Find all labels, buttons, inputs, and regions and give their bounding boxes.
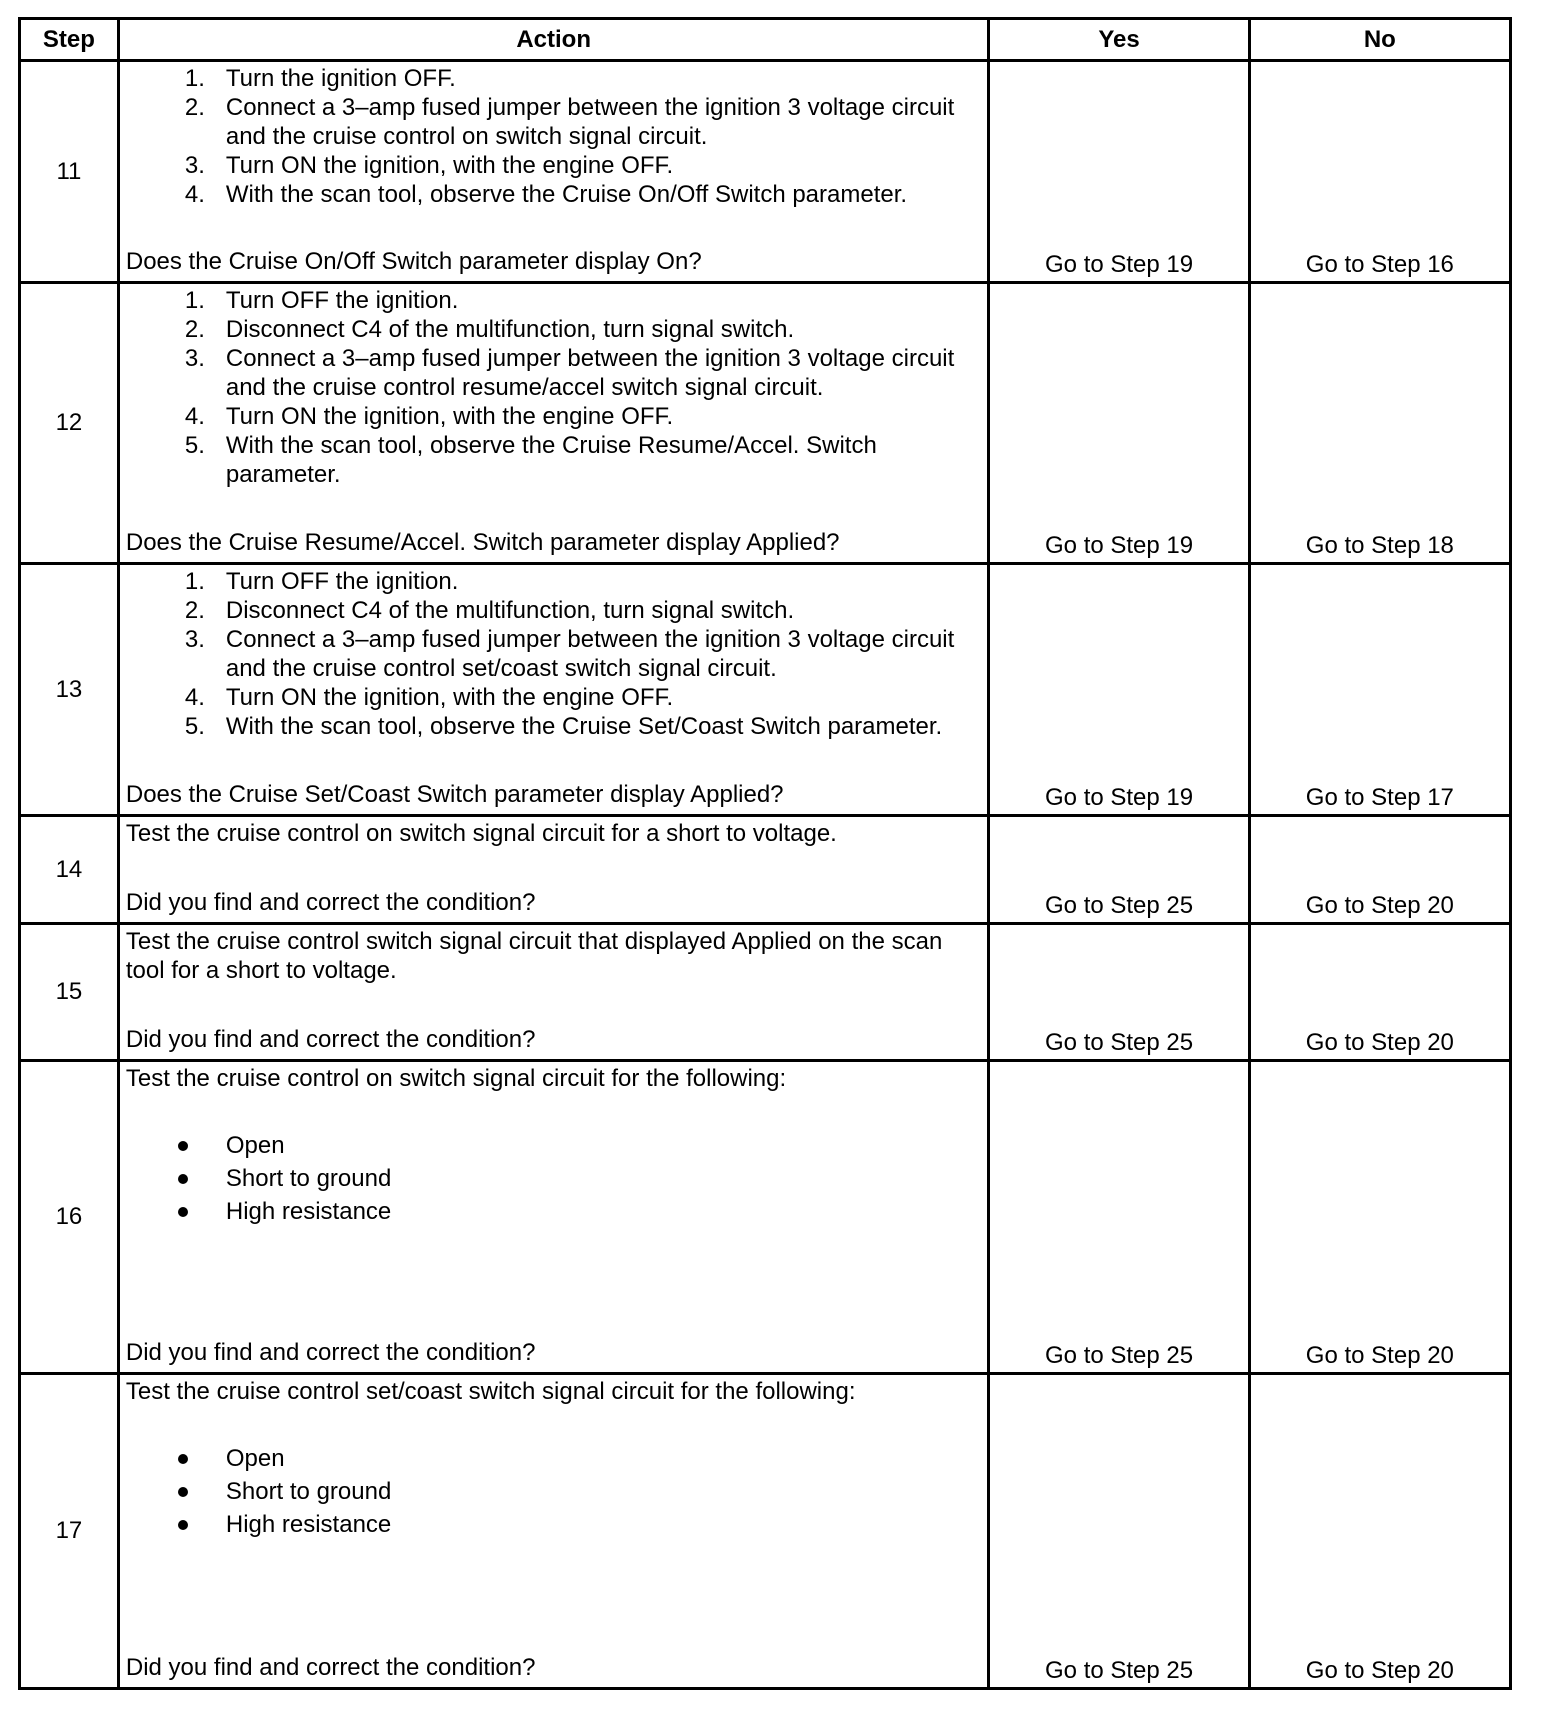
header-no: No — [1249, 19, 1510, 61]
list-item: 4. Turn ON the ignition, with the engine OFF. — [184, 684, 674, 711]
list-item: 3. Connect a 3–amp fused jumper between the ignition 3 voltage circuit and the cruise control resume/accel switch signal circuit. — [184, 345, 955, 401]
condition-list — [126, 1442, 982, 1541]
list-item: Open — [126, 1442, 982, 1475]
action-cell — [118, 564, 989, 816]
list-item: Short to ground — [126, 1162, 982, 1195]
question-text: Did you find and correct the condition? — [125, 1654, 536, 1681]
yes-result: Go to Step 19 — [989, 564, 1249, 816]
table-row — [20, 816, 1511, 924]
list-item: 5. With the scan tool, observe the Cruise Set/Coast Switch parameter. — [184, 713, 943, 740]
step-number: 16 — [20, 1061, 119, 1374]
step-number: 14 — [20, 816, 119, 924]
action-cell — [118, 283, 989, 564]
question-text: Does the Cruise On/Off Switch parameter display On? — [125, 248, 702, 275]
list-item: 3. Connect a 3–amp fused jumper between the ignition 3 voltage circuit and the cruise control set/coast switch signal circuit. — [184, 626, 955, 682]
header-yes: Yes — [989, 19, 1249, 61]
table-row — [20, 1374, 1511, 1689]
step-number: 12 — [20, 283, 119, 564]
yes-result: Go to Step 25 — [989, 924, 1249, 1061]
bullet-icon — [126, 1475, 226, 1508]
list-item: 3. Turn ON the ignition, with the engine OFF. — [184, 152, 674, 179]
instruction-text: Test the cruise control on switch signal circuit for a short to voltage. — [125, 820, 837, 847]
list-item: 5. With the scan tool, observe the Cruise Resume/Accel. Switch parameter. — [184, 432, 877, 488]
list-item: 4. Turn ON the ignition, with the engine OFF. — [184, 403, 674, 430]
bullet-icon — [126, 1162, 226, 1195]
step-number: 13 — [20, 564, 119, 816]
table-row — [20, 283, 1511, 564]
no-result: Go to Step 20 — [1249, 816, 1510, 924]
question-text: Does the Cruise Set/Coast Switch parameter display Applied? — [125, 781, 784, 808]
bullet-icon — [126, 1508, 226, 1541]
question-text: Did you find and correct the condition? — [125, 1339, 536, 1366]
action-cell — [118, 61, 989, 283]
action-cell — [118, 1061, 989, 1374]
step-number: 17 — [20, 1374, 119, 1689]
procedure-list — [126, 64, 982, 209]
instruction-text: Test the cruise control set/coast switch signal circuit for the following: — [125, 1378, 856, 1405]
table-row — [20, 924, 1511, 1061]
condition-list — [126, 1129, 982, 1228]
bullet-icon — [126, 1442, 226, 1475]
list-item: 2. Disconnect C4 of the multifunction, turn signal switch. — [184, 597, 795, 624]
list-item: Short to ground — [126, 1475, 982, 1508]
no-result: Go to Step 20 — [1249, 1374, 1510, 1689]
list-item: High resistance — [126, 1195, 982, 1228]
table-row — [20, 61, 1511, 283]
step-number: 11 — [20, 61, 119, 283]
header-action: Action — [118, 19, 989, 61]
question-text: Did you find and correct the condition? — [125, 889, 536, 916]
header-step: Step — [20, 19, 119, 61]
no-result: Go to Step 17 — [1249, 564, 1510, 816]
question-text: Did you find and correct the condition? — [125, 1026, 536, 1053]
table-row — [20, 1061, 1511, 1374]
procedure-list — [126, 567, 982, 741]
no-result: Go to Step 18 — [1249, 283, 1510, 564]
no-result: Go to Step 16 — [1249, 61, 1510, 283]
instruction-text: Test the cruise control switch signal circuit that displayed Applied on the scan tool for a short to voltage. — [125, 928, 943, 984]
list-item: 1. Turn the ignition OFF. — [184, 65, 456, 92]
list-item: 1. Turn OFF the ignition. — [184, 287, 459, 314]
yes-result: Go to Step 25 — [989, 1061, 1249, 1374]
no-result: Go to Step 20 — [1249, 924, 1510, 1061]
question-text: Does the Cruise Resume/Accel. Switch parameter display Applied? — [125, 529, 840, 556]
list-item: 1. Turn OFF the ignition. — [184, 568, 459, 595]
no-result: Go to Step 20 — [1249, 1061, 1510, 1374]
yes-result: Go to Step 19 — [989, 61, 1249, 283]
instruction-text: Test the cruise control on switch signal circuit for the following: — [125, 1065, 787, 1092]
list-item: High resistance — [126, 1508, 982, 1541]
list-item: 2. Disconnect C4 of the multifunction, turn signal switch. — [184, 316, 795, 343]
action-cell — [118, 816, 989, 924]
bullet-icon — [126, 1129, 226, 1162]
procedure-list — [126, 286, 982, 489]
step-number: 15 — [20, 924, 119, 1061]
header-row — [20, 19, 1511, 61]
diagnostic-table — [18, 17, 1512, 1690]
list-item: 2. Connect a 3–amp fused jumper between the ignition 3 voltage circuit and the cruise control on switch signal circuit. — [184, 94, 955, 150]
yes-result: Go to Step 25 — [989, 1374, 1249, 1689]
list-item: Open — [126, 1129, 982, 1162]
list-item: 4. With the scan tool, observe the Cruise On/Off Switch parameter. — [184, 181, 908, 208]
yes-result: Go to Step 19 — [989, 283, 1249, 564]
action-cell — [118, 924, 989, 1061]
bullet-icon — [126, 1195, 226, 1228]
action-cell — [118, 1374, 989, 1689]
yes-result: Go to Step 25 — [989, 816, 1249, 924]
table-row — [20, 564, 1511, 816]
